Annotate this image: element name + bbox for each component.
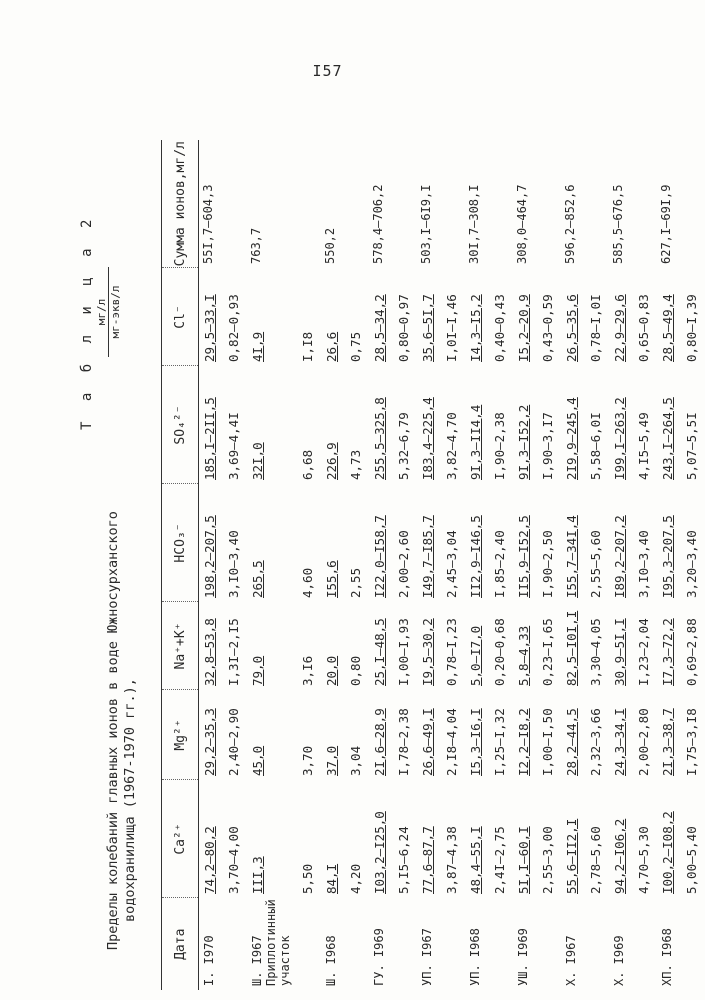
units-numerator: мг/л xyxy=(95,267,109,357)
table-row xyxy=(561,140,585,990)
cell-ca: 2,4I–2,75 xyxy=(492,826,507,894)
cell-sum xyxy=(441,140,465,268)
cell-ca: I03,2–I25,0 xyxy=(372,811,387,894)
cell-ca: 5I,I–60,I xyxy=(516,826,531,894)
cell-ca: 4,20 xyxy=(348,863,363,894)
cell-hco3: II5,9–I52,5 xyxy=(516,515,531,598)
cell-hco3: I22,0–I58,7 xyxy=(372,515,387,598)
cell-sum xyxy=(585,140,609,268)
cell-date: Ш. I968 xyxy=(324,935,338,986)
cell-na: 82,5–I0I,I xyxy=(564,610,579,686)
page-number: I57 xyxy=(312,62,343,80)
cell-ca: I00,2–I08,2 xyxy=(660,811,675,894)
cell-date xyxy=(681,898,705,990)
header-na-k: Na⁺+K⁺ xyxy=(162,602,199,690)
cell-sum: 596,2–852,6 xyxy=(563,184,577,264)
cell-sum xyxy=(297,140,321,268)
cell-ca: 77,6–87,7 xyxy=(420,826,435,894)
cell-ca: 5,00–5,40 xyxy=(684,826,699,894)
cell-date: УП. I968 xyxy=(468,928,482,986)
cell-mg: 2,I8–4,04 xyxy=(444,708,459,776)
cell-na: 5,8–4,33 xyxy=(516,625,531,686)
cell-date xyxy=(585,898,609,990)
header-hco3: HCO₃⁻ xyxy=(162,484,199,602)
cell-hco3: 2,00–2,60 xyxy=(396,530,411,598)
cell-mg: I,25–I,32 xyxy=(492,708,507,776)
cell-so4: 6,68 xyxy=(300,449,315,480)
cell-hco3: 265,5 xyxy=(250,560,265,598)
cell-cl: 35,6–5I,7 xyxy=(420,294,435,362)
cell-cl: 0,43–0,59 xyxy=(540,294,555,362)
cell-ca: 2,55–3,00 xyxy=(540,826,555,894)
table-row xyxy=(585,140,609,990)
cell-hco3: 4,60 xyxy=(300,567,315,598)
cell-date xyxy=(223,898,247,990)
cell-sum xyxy=(393,140,417,268)
cell-date xyxy=(633,898,657,990)
cell-na: 20,0 xyxy=(324,655,339,686)
cell-cl: 26,5–35,6 xyxy=(564,294,579,362)
cell-mg: I5,3–I6,I xyxy=(468,708,483,776)
cell-ca: 74,2–80,2 xyxy=(202,826,217,894)
cell-mg: 2,00–2,80 xyxy=(636,708,651,776)
cell-cl: 28,5–34,2 xyxy=(372,294,387,362)
ion-table xyxy=(161,140,705,990)
header-date: Дата xyxy=(162,898,199,990)
cell-hco3: I55,7–34I,4 xyxy=(564,515,579,598)
cell-mg: 26,6–49,I xyxy=(420,708,435,776)
cell-mg: I,75–3,I8 xyxy=(684,708,699,776)
table-row xyxy=(633,140,657,990)
cell-so4: 255,5–325,8 xyxy=(372,397,387,480)
cell-sum xyxy=(537,140,561,268)
cell-hco3: 3,20–3,40 xyxy=(684,530,699,598)
cell-ca: 5,50 xyxy=(300,863,315,894)
table-row xyxy=(441,140,465,990)
title-line-2: водохранилища (1967-1970 гг.), xyxy=(122,678,138,922)
units-fraction xyxy=(95,267,122,357)
cell-mg: 3,04 xyxy=(348,745,363,776)
cell-hco3: I89,2–207,2 xyxy=(612,515,627,598)
cell-date: УШ. I969 xyxy=(516,928,530,986)
cell-cl: 0,40–0,43 xyxy=(492,294,507,362)
cell-mg: 3,70 xyxy=(300,745,315,776)
cell-cl: 0,65–0,83 xyxy=(636,294,651,362)
table-row xyxy=(465,140,489,990)
table-row xyxy=(513,140,537,990)
cell-na: 3,I6 xyxy=(300,655,315,686)
cell-so4: 3,69–4,4I xyxy=(226,412,241,480)
cell-hco3: I95,3–207,5 xyxy=(660,515,675,598)
cell-ca: 3,70–4,00 xyxy=(226,826,241,894)
header-row xyxy=(162,140,199,990)
cell-cl: I,I8 xyxy=(300,331,315,362)
cell-sum: 578,4–706,2 xyxy=(371,184,385,264)
cell-na: 3,30–4,05 xyxy=(588,618,603,686)
table-row xyxy=(345,140,369,990)
cell-so4: 5,58–6,0I xyxy=(588,412,603,480)
cell-ca: III,3 xyxy=(250,856,265,894)
cell-cl: 0,75 xyxy=(348,331,363,362)
cell-ca: 48,4–55,I xyxy=(468,826,483,894)
cell-date xyxy=(297,898,321,990)
cell-date: X. I969 xyxy=(612,935,626,986)
cell-cl: I5,2–20,9 xyxy=(516,294,531,362)
table-row xyxy=(369,140,393,990)
cell-na: 32,8–53,8 xyxy=(202,618,217,686)
cell-na: 0,80 xyxy=(348,655,363,686)
cell-mg: 2,32–3,66 xyxy=(588,708,603,776)
cell-cl: 29,5–33,I xyxy=(202,294,217,362)
table-row xyxy=(681,140,705,990)
cell-sum xyxy=(633,140,657,268)
cell-ca: 94,2–I06,2 xyxy=(612,818,627,894)
table-row xyxy=(247,140,297,990)
cell-hco3: 2,55–5,60 xyxy=(588,530,603,598)
header-cl: Cl⁻ xyxy=(162,268,199,366)
cell-so4: 9I,3–II4,4 xyxy=(468,404,483,480)
cell-so4: I99,I–263,2 xyxy=(612,397,627,480)
table-row xyxy=(297,140,321,990)
cell-sum xyxy=(681,140,705,268)
cell-ca: 84,I xyxy=(324,863,339,894)
cell-hco3: I,90–2,50 xyxy=(540,530,555,598)
cell-na: 0,23–I,65 xyxy=(540,618,555,686)
cell-date: Ш. I967 Приплотинный участок xyxy=(250,899,292,986)
cell-date xyxy=(537,898,561,990)
cell-na: I9,5–30,2 xyxy=(420,618,435,686)
cell-mg: 29,2–35,3 xyxy=(202,708,217,776)
cell-mg: 2,40–2,90 xyxy=(226,708,241,776)
cell-hco3: I49,7–I85,7 xyxy=(420,515,435,598)
cell-sum: 627,I–69I,9 xyxy=(659,184,673,264)
cell-hco3: 3,I0–3,40 xyxy=(636,530,651,598)
cell-cl: I4,3–I5,2 xyxy=(468,294,483,362)
cell-na: 5,0–I7,0 xyxy=(468,625,483,686)
cell-date: I. I970 xyxy=(202,935,216,986)
table-row xyxy=(199,140,224,990)
cell-so4: 226,9 xyxy=(324,442,339,480)
cell-mg: 2I,3–38,7 xyxy=(660,708,675,776)
cell-ca: 4,70–5,30 xyxy=(636,826,651,894)
cell-hco3: 2,45–3,04 xyxy=(444,530,459,598)
cell-cl: 26,6 xyxy=(324,331,339,362)
cell-sum: 585,5–676,5 xyxy=(611,184,625,264)
cell-so4: 243,I–264,5 xyxy=(660,397,675,480)
header-so4: SO₄²⁻ xyxy=(162,366,199,484)
cell-sum: 763,7 xyxy=(249,227,263,264)
header-sum: Сумма ионов,мг/л xyxy=(162,140,199,268)
cell-date xyxy=(489,898,513,990)
cell-hco3: II2,9–I46,5 xyxy=(468,515,483,598)
cell-so4: 5,07–5,5I xyxy=(684,412,699,480)
cell-hco3: I55,6 xyxy=(324,560,339,598)
cell-cl: 0,80–0,97 xyxy=(396,294,411,362)
header-ca: Ca²⁺ xyxy=(162,780,199,898)
cell-date xyxy=(345,898,369,990)
cell-so4: 4,73 xyxy=(348,449,363,480)
cell-so4: I,90–2,38 xyxy=(492,412,507,480)
cell-sum: 55I,7–604,3 xyxy=(201,184,215,264)
cell-sum: 30I,7–308,I xyxy=(467,184,481,264)
cell-cl: I,0I–I,46 xyxy=(444,294,459,362)
table-row xyxy=(489,140,513,990)
table-row xyxy=(537,140,561,990)
table-label: Т а б л и ц а 2 xyxy=(79,213,95,430)
cell-so4: 9I,3–I52,2 xyxy=(516,404,531,480)
cell-date: ГУ. I969 xyxy=(372,928,386,986)
cell-cl: 0,82–0,93 xyxy=(226,294,241,362)
cell-mg: I,00–I,50 xyxy=(540,708,555,776)
cell-cl: 28,5–49,4 xyxy=(660,294,675,362)
cell-mg: I2,2–I8,2 xyxy=(516,708,531,776)
cell-na: I7,3–72,2 xyxy=(660,618,675,686)
cell-na: 0,78–I,23 xyxy=(444,618,459,686)
table-row xyxy=(657,140,681,990)
cell-na: 0,20–0,68 xyxy=(492,618,507,686)
cell-so4: 5,32–6,79 xyxy=(396,412,411,480)
cell-date xyxy=(393,898,417,990)
rotated-table-page xyxy=(75,140,699,990)
cell-hco3: I,85–2,40 xyxy=(492,530,507,598)
cell-sum: 503,I–6I9,I xyxy=(419,184,433,264)
cell-mg: 28,2–44,5 xyxy=(564,708,579,776)
cell-mg: 2I,6–28,9 xyxy=(372,708,387,776)
cell-sum: 550,2 xyxy=(323,227,337,264)
cell-so4: 2I9,9–245,4 xyxy=(564,397,579,480)
cell-mg: 37,0 xyxy=(324,745,339,776)
cell-so4: 4,I5–5,49 xyxy=(636,412,651,480)
cell-so4: 32I,0 xyxy=(250,442,265,480)
cell-sum xyxy=(345,140,369,268)
cell-hco3: 3,I0–3,40 xyxy=(226,530,241,598)
cell-date: XП. I968 xyxy=(660,928,674,986)
table-row xyxy=(417,140,441,990)
cell-cl: 0,80–I,39 xyxy=(684,294,699,362)
cell-cl: 22,9–29,6 xyxy=(612,294,627,362)
cell-na: 25,I–48,5 xyxy=(372,618,387,686)
cell-sum xyxy=(489,140,513,268)
cell-na: 30,9–5I,I xyxy=(612,618,627,686)
cell-hco3: 198,2–207,5 xyxy=(202,515,217,598)
cell-na: 79,0 xyxy=(250,655,265,686)
title-line-1: Пределы колебаний главных ионов в воде Южносурханского xyxy=(105,511,121,950)
table-row xyxy=(321,140,345,990)
table-row xyxy=(393,140,417,990)
cell-cl: 0,78–I,0I xyxy=(588,294,603,362)
cell-mg: 24,3–34,I xyxy=(612,708,627,776)
cell-na: I,3I–2,I5 xyxy=(226,618,241,686)
cell-na: I,23–2,04 xyxy=(636,618,651,686)
cell-hco3: 2,55 xyxy=(348,567,363,598)
cell-cl: 4I,9 xyxy=(250,331,265,362)
cell-ca: 55,6–II2,I xyxy=(564,818,579,894)
cell-date: X. I967 xyxy=(564,935,578,986)
cell-so4: I83,4–225,4 xyxy=(420,397,435,480)
cell-so4: 3,82–4,70 xyxy=(444,412,459,480)
cell-sum: 308,0–464,7 xyxy=(515,184,529,264)
cell-ca: 5,I5–6,24 xyxy=(396,826,411,894)
cell-na: I,00–I,93 xyxy=(396,618,411,686)
cell-sum xyxy=(223,140,247,268)
cell-so4: I,90–3,I7 xyxy=(540,412,555,480)
cell-ca: 2,78–5,60 xyxy=(588,826,603,894)
cell-date: УП. I967 xyxy=(420,928,434,986)
cell-so4: 185,I–2II,5 xyxy=(202,397,217,480)
cell-date xyxy=(441,898,465,990)
cell-na: 0,69–2,88 xyxy=(684,618,699,686)
header-mg: Mg²⁺ xyxy=(162,690,199,780)
cell-mg: I,78–2,38 xyxy=(396,708,411,776)
cell-ca: 3,87–4,38 xyxy=(444,826,459,894)
cell-mg: 45,0 xyxy=(250,745,265,776)
units-denominator: мг-экв/л xyxy=(109,285,122,339)
table-row xyxy=(223,140,247,990)
table-row xyxy=(609,140,633,990)
